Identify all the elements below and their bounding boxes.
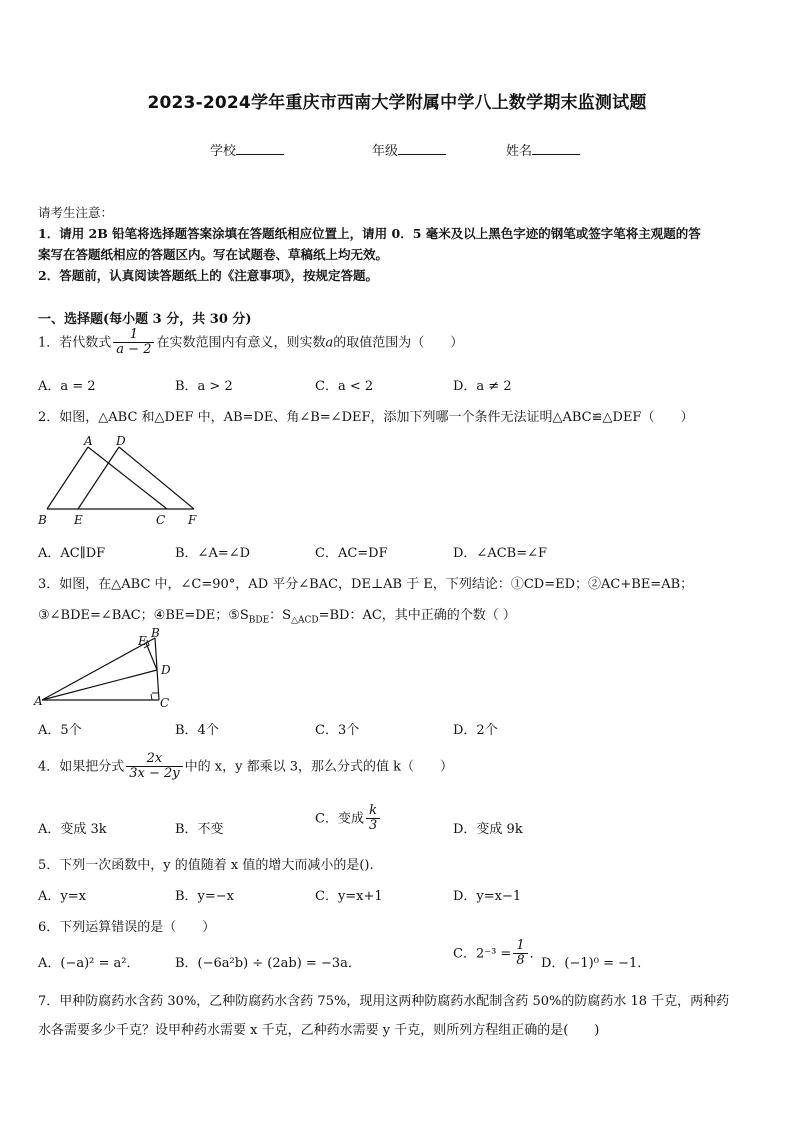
q4-option-a[interactable]: A．变成 3k [38, 822, 107, 837]
q2-label-f: F [188, 513, 197, 527]
q4-opt-c-den: 3 [366, 818, 380, 833]
q6-option-a[interactable]: A．(−a)² = a²． [38, 956, 140, 971]
q2-edge-ac [88, 447, 167, 509]
q4-suffix: 中的 x，y 都乘以 3，那么分式的值 k（ ） [184, 759, 454, 775]
q6-option-c-suffix: ． [529, 946, 543, 962]
q3-label-e: E [138, 634, 147, 648]
q1-suffix-b: 的取值范围为（ ） [333, 335, 464, 351]
q6-option-c-fraction [513, 939, 527, 969]
q4-option-c-fraction [366, 804, 380, 834]
q2-triangle-figure [34, 434, 214, 530]
q3-text-b2: ：S [269, 608, 292, 623]
q2-label-e: E [74, 513, 83, 527]
q4-prefix: 4．如果把分式 [38, 759, 125, 775]
notice-item-1a: 1．请用 2B 铅笔将选择题答案涂填在答题纸相应位置上，请用 0．5 毫米及以上黑色字迹的钢笔或签字笔将主观题的答 [38, 226, 701, 241]
grade-blank [398, 142, 446, 155]
q1-frac-den: a − 2 [113, 342, 154, 357]
q3-label-d: D [161, 663, 171, 677]
name-label: 姓名 [506, 144, 533, 159]
q2-option-a[interactable]: A．AC∥DF [38, 546, 106, 561]
q3-label-b: B [151, 627, 160, 640]
q2-option-d[interactable]: D．∠ACB=∠F [453, 546, 548, 561]
q4-frac-num: 2x [146, 751, 163, 766]
grade-field[interactable] [372, 140, 446, 159]
q1-option-b[interactable]: B．a > 2 [175, 379, 233, 394]
question-3-line-2 [38, 604, 516, 626]
school-field[interactable] [210, 140, 284, 159]
q4-option-c[interactable] [315, 804, 382, 834]
q2-edge-ab [47, 447, 88, 509]
question-6: 6．下列运算错误的是（ ） [38, 920, 216, 935]
q1-var: a [325, 335, 334, 351]
q1-frac-num: 1 [129, 327, 139, 342]
q1-option-c[interactable]: C．a < 2 [315, 379, 374, 394]
q5-option-a[interactable]: A．y=x [38, 889, 86, 904]
q6-opt-c-num: 1 [516, 938, 525, 953]
name-blank [532, 142, 580, 155]
q4-opt-c-num: k [369, 803, 378, 818]
q3-option-b[interactable]: B．4个 [175, 723, 219, 738]
question-7-line-2: 水各需要多少千克？设甲种药水需要 x 千克，乙种药水需要 y 千克，则所列方程组正确的是( ) [38, 1023, 600, 1038]
q3-triangle-figure [32, 627, 180, 711]
q1-option-a[interactable]: A．a = 2 [38, 379, 96, 394]
question-5: 5．下列一次函数中，y 的值随着 x 值的增大而减小的是(). [38, 858, 374, 873]
q2-edge-ed [78, 447, 119, 509]
grade-label: 年级 [372, 144, 399, 159]
notice-heading: 请考生注意： [38, 205, 114, 220]
q2-label-b: B [38, 513, 47, 527]
q2-label-d: D [116, 434, 126, 448]
q3-label-c: C [160, 696, 170, 710]
q2-label-a: A [84, 434, 93, 448]
q2-option-c[interactable]: C．AC=DF [315, 546, 388, 561]
question-4 [38, 752, 453, 782]
notice-item-2: 2．答题前，认真阅读答题纸上的《注意事项》，按规定答题。 [38, 268, 378, 283]
q3-sub-bde: BDE [248, 615, 270, 626]
q1-option-d[interactable]: D．a ≠ 2 [453, 379, 512, 394]
q4-option-c-prefix: C．变成 [315, 811, 364, 827]
q6-option-c-prefix: C．2⁻³ = [453, 946, 512, 962]
q6-option-c[interactable] [453, 939, 543, 969]
q4-frac-den: 3x − 2y [126, 766, 182, 781]
q5-option-b[interactable]: B．y=−x [175, 889, 235, 904]
question-2: 2．如图，△ABC 和△DEF 中，AB=DE、角∠B=∠DEF，添加下列哪一个条件无法证明△ABC≌△DEF（ ） [38, 410, 694, 425]
school-label: 学校 [210, 144, 237, 159]
name-field[interactable] [506, 140, 580, 159]
q2-option-b[interactable]: B．∠A=∠D [175, 546, 251, 561]
q5-option-d[interactable]: D．y=x−1 [453, 889, 522, 904]
q4-fraction [126, 752, 182, 782]
q3-option-d[interactable]: D．2个 [453, 723, 498, 738]
section-heading: 一、选择题(每小题 3 分，共 30 分) [38, 312, 252, 327]
q3-option-a[interactable]: A．5个 [38, 723, 82, 738]
q4-option-d[interactable]: D．变成 9k [453, 822, 523, 837]
q2-edge-df [119, 447, 194, 509]
question-1 [38, 328, 463, 358]
q4-option-b[interactable]: B．不变 [175, 822, 224, 837]
q3-text-b1: ③∠BDE=∠BAC；④BE=DE；⑤S [38, 608, 249, 623]
q1-fraction [113, 328, 154, 358]
q3-text-b3: =BD：AC，其中正确的个数（ ） [318, 608, 516, 623]
question-3-line-1: 3．如图，在△ABC 中，∠C=90°，AD 平分∠BAC，DE⊥AB 于 E，下列结论：①CD=ED；②AC+BE=AB； [38, 577, 694, 592]
q3-option-c[interactable]: C．3个 [315, 723, 360, 738]
q1-suffix-a: 在实数范围内有意义，则实数 [156, 335, 326, 351]
q6-opt-c-den: 8 [513, 953, 527, 968]
q2-label-c: C [156, 513, 166, 527]
q1-prefix: 1．若代数式 [38, 335, 112, 351]
q3-edge-ad [42, 670, 157, 700]
q3-label-a: A [34, 694, 43, 708]
question-7-line-1: 7．甲种防腐药水含药 30%，乙种防腐药水含药 75%，现用这两种防腐药水配制含药 50%的防腐药水 18 千克，两种药 [38, 994, 730, 1009]
q6-option-b[interactable]: B．(−6a²b) ÷ (2ab) = −3a． [175, 956, 361, 971]
q3-sub-acd: △ACD [291, 615, 319, 626]
school-blank [236, 142, 284, 155]
page-title: 2023-2024学年重庆市西南大学附属中学八上数学期末监测试题 [147, 93, 647, 113]
notice-item-1b: 案写在答题纸相应的答题区内。写在试题卷、草稿纸上均无效。 [38, 247, 389, 262]
q6-option-d[interactable]: D．(−1)⁰ = −1． [541, 956, 651, 971]
q5-option-c[interactable]: C．y=x+1 [315, 889, 383, 904]
